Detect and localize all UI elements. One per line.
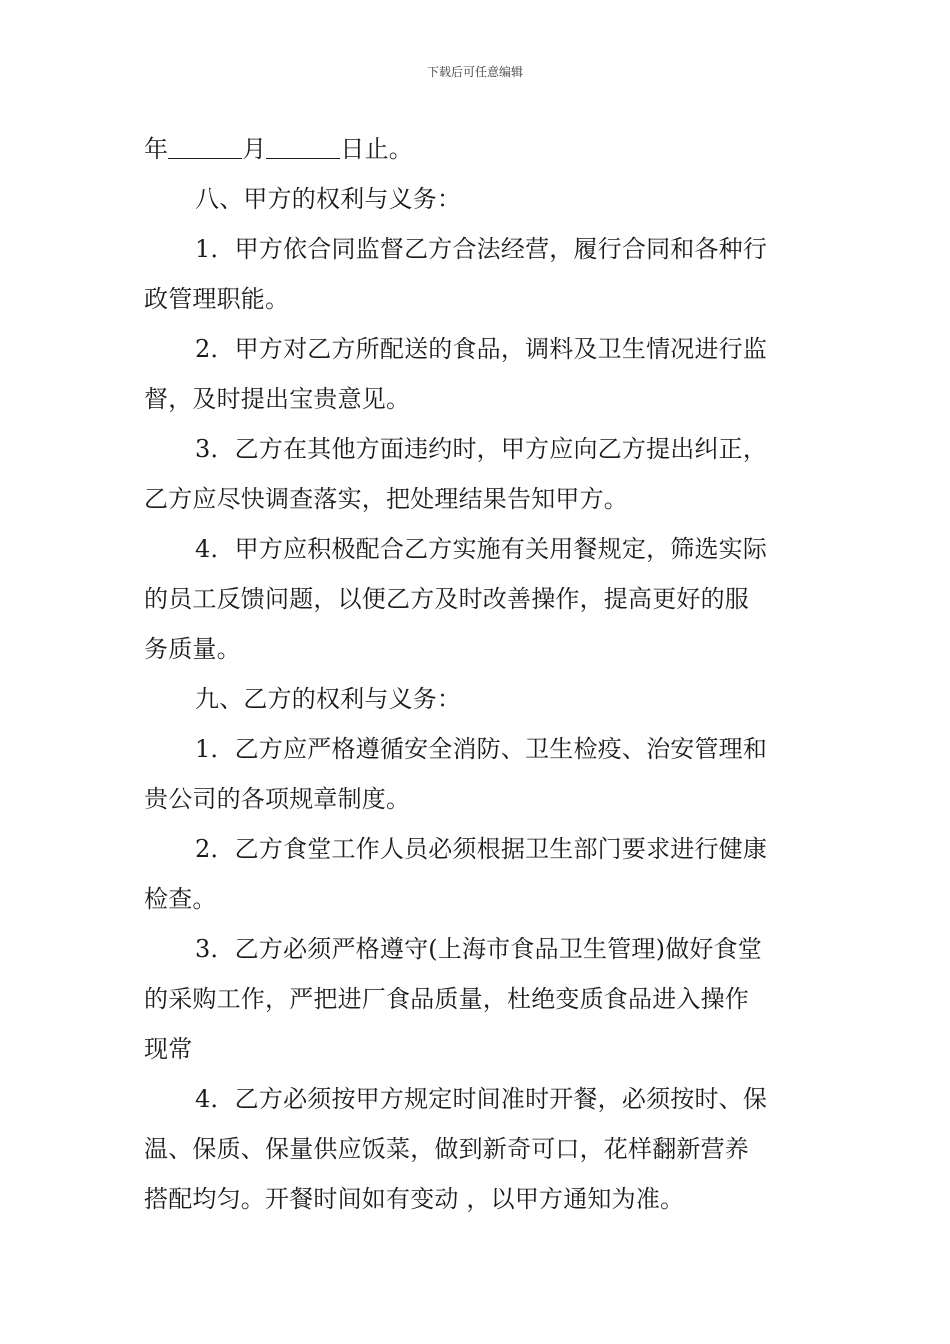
paragraph-line: 乙方应尽快调查落实，把处理结果告知甲方。 [144, 485, 628, 513]
paragraph-line: 3．乙方必须严格遵守(上海市食品卫生管理)做好食堂 [195, 935, 762, 963]
section-heading: 九、乙方的权利与义务： [195, 685, 462, 713]
paragraph-line: 务质量。 [144, 635, 241, 663]
paragraph-line: 搭配均匀。开餐时间如有变动 ，以甲方通知为准。 [144, 1185, 685, 1213]
paragraph-line: 的采购工作，严把进厂食品质量，杜绝变质食品进入操作 [144, 985, 749, 1013]
date-line [144, 124, 808, 174]
paragraph-line: 温、保质、保量供应饭菜，做到新奇可口，花样翻新营养 [144, 1135, 749, 1163]
paragraph-line: 贵公司的各项规章制度。 [144, 785, 411, 813]
paragraph-line: 政管理职能。 [144, 285, 290, 313]
paragraph-line: 检查。 [144, 885, 217, 913]
section-heading: 八、甲方的权利与义务： [195, 185, 462, 213]
day-label: 日止。 [340, 135, 414, 163]
paragraph-line: 督，及时提出宝贵意见。 [144, 385, 411, 413]
month-blank [168, 130, 242, 159]
paragraph-line: 的员工反馈问题，以便乙方及时改善操作，提高更好的服 [144, 585, 749, 613]
paragraph-line: 2．甲方对乙方所配送的食品，调料及卫生情况进行监 [195, 335, 768, 363]
document-body [144, 124, 808, 1224]
paragraph-line: 2．乙方食堂工作人员必须根据卫生部门要求进行健康 [195, 835, 768, 863]
month-label: 月 [242, 135, 267, 163]
paragraph-line: 1．甲方依合同监督乙方合法经营，履行合同和各种行 [195, 235, 768, 263]
year-label: 年 [144, 135, 169, 163]
paragraph-line: 3．乙方在其他方面违约时，甲方应向乙方提出纠正， [195, 435, 768, 463]
day-blank [266, 130, 340, 159]
paragraph-line: 1．乙方应严格遵循安全消防、卫生检疫、治安管理和 [195, 735, 768, 763]
paragraph-line: 4．乙方必须按甲方规定时间准时开餐，必须按时、保 [195, 1085, 768, 1113]
paragraph-line: 现常 [144, 1035, 193, 1063]
paragraph-line: 4．甲方应积极配合乙方实施有关用餐规定，筛选实际 [195, 535, 768, 563]
page-header: 下载后可任意编辑 [426, 65, 523, 79]
